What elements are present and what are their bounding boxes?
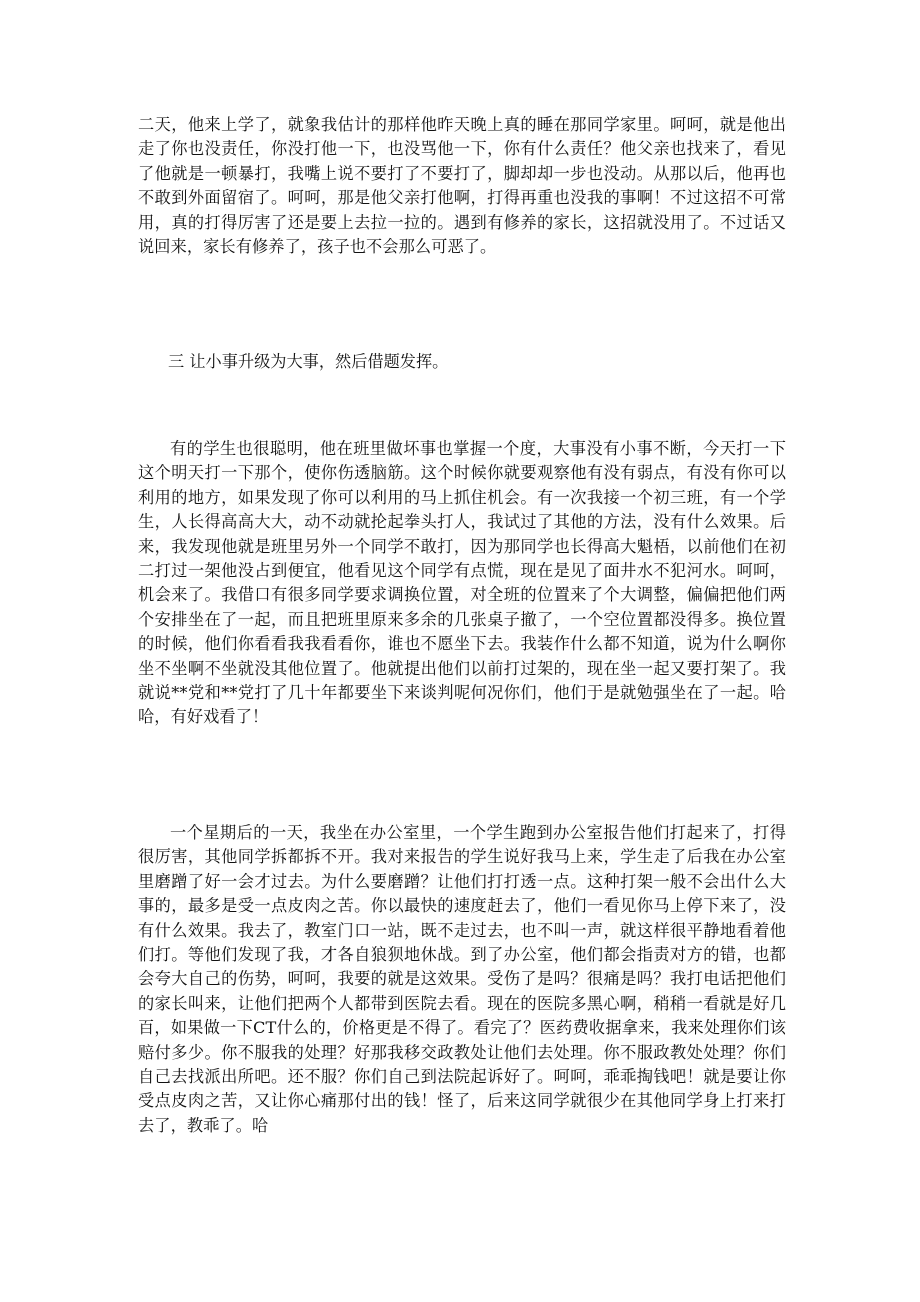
- paragraph-seat-arrangement: 有的学生也很聪明，他在班里做坏事也掌握一个度，大事没有小事不断，今天打一下这个明天打一下那个，使你伤透脑筋。这个时候你就要观察他有没有弱点，有没有你可以利用的地方，如果发现了你可以利用的马上抓住机会。有一次我接一个初三班，有一个学生，人长得高高大大，动不动就抡起拳头打人，我试过了其他的方法，没有什么效果。后来，我发现他就是班里另外一个同学不敢打，因为那同学也长得高大魁梧，以前他们在初二打过一架他没占到便宜，他看见这个同学有点慌，现在是见了面井水不犯河水。呵呵，机会来了。我借口有很多同学要求调换位置，对全班的位置来了个大调整，偏偏把他们两个安排坐在了一起，而且把班里原来多余的几张桌子撤了，一个空位置都没得多。换位置的时候，他们你看看我我看看你，谁也不愿坐下去。我装作什么都不知道，说为什么啊你坐不坐啊不坐就没其他位置了。他就提出他们以前打过架的，现在坐一起又要打架了。我就说**党和**党打了几十年都要坐下来谈判呢何况你们，他们于是就勉强坐在了一起。哈哈，有好戏看了！: [138, 439, 786, 727]
- section-heading-three: 三 让小事升级为大事，然后借题发挥。: [168, 352, 449, 371]
- paragraph-story-ending: 二天，他来上学了，就象我估计的那样他昨天晚上真的睡在那同学家里。呵呵，就是他出走了你也没责任，你没打他一下，也没骂他一下，你有什么责任？他父亲也找来了，看见了他就是一顿暴打，我嘴上说不要打了不要打了，脚却却一步也没动。从那以后，他再也不敢到外面留宿了。呵呵，那是他父亲打他啊，打得再重也没我的事啊！不过这招不可常用，真的打得厉害了还是要上去拉一拉的。遇到有修养的家长，这招就没用了。不过话又说回来，家长有修养了，孩子也不会那么可恶了。: [138, 115, 786, 257]
- paragraph-fight-handling: 一个星期后的一天，我坐在办公室里，一个学生跑到办公室报告他们打起来了，打得很厉害，其他同学拆都拆不开。我对来报告的学生说好我马上来，学生走了后我在办公室里磨蹭了好一会才过去。为什么要磨蹭？让他们打打透一点。这种打架一般不会出什么大事的，最多是受一点皮肉之苦。你以最快的速度赶去了，他们一看见你马上停下来了，没有什么效果。我去了，教室门口一站，既不走过去，也不叫一声，就这样很平静地看着他们打。等他们发现了我，才各自狼狈地休战。到了办公室，他们都会指责对方的错，也都会夸大自己的伤势，呵呵，我要的就是这效果。受伤了是吗？很痛是吗？我打电话把他们的家长叫来，让他们把两个人都带到医院去看。现在的医院多黑心啊，稍稍一看就是好几百，如果做一下CT什么的，价格更是不得了。看完了？医药费收据拿来，我来处理你们该赔付多少。你不服我的处理？好那我移交政教处让他们去处理。你不服政教处处理？你们自己去找派出所吧。还不服？你们自己到法院起诉好了。呵呵，乖乖掏钱吧！就是要让你受点皮肉之苦，又让你心痛那付出的钱！怪了，后来这同学就很少在其他同学身上打来打去了，教乖了。哈: [138, 823, 786, 1135]
